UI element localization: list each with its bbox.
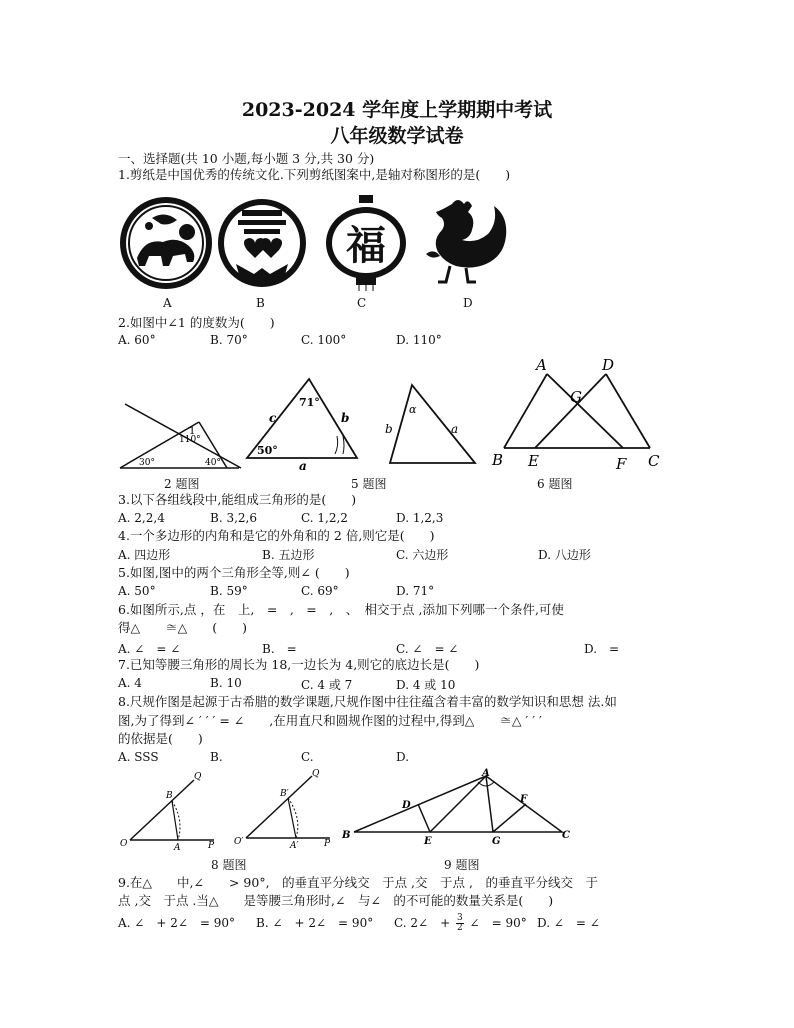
q7-text: 7.已知等腰三角形的周长为 18,一边长为 4,则它的底边长是( ) — [118, 657, 480, 672]
fig5-angle-50: 50° — [257, 444, 278, 457]
q1-label-d: D — [463, 296, 473, 310]
q8-option-d[interactable]: D. — [396, 750, 410, 764]
figure-q6 — [490, 356, 665, 471]
fig6-point-f: F — [616, 455, 627, 473]
q9-text-line1: 9.在△ 中,∠ > 90°, 的垂直平分线交 于点 ,交 于点 , 的垂直平分线交 于 — [118, 875, 598, 890]
q9-option-a[interactable]: A. ∠ + 2∠ = 90° — [118, 916, 236, 930]
fig5-side-b: b — [341, 411, 350, 425]
fig9-point-d: D — [402, 800, 411, 811]
q5-option-b[interactable]: B. 59° — [210, 584, 248, 598]
fig8b-point-a: A′ — [290, 841, 299, 851]
fu-character: 福 — [346, 222, 386, 269]
q6-text-line2: 得△ ≅△ ( ) — [118, 620, 247, 635]
fig2-angle-1: 1 — [189, 426, 196, 437]
papercut-c-image — [321, 193, 411, 291]
q6-text-line1: 6.如图所示,点 ，在 上, = , = , 、 相交于点 ,添加下列哪一个条件,可使 — [118, 602, 564, 617]
q4-option-d[interactable]: D. 八边形 — [538, 548, 591, 562]
section-heading: 一、选择题(共 10 小题,每小题 3 分,共 30 分) — [118, 151, 375, 166]
q1-text: 1.剪纸是中国优秀的传统文化.下列剪纸图案中,是轴对称图形的是( ) — [118, 167, 511, 182]
fig9-caption: 9 题图 — [444, 858, 480, 872]
q3-option-a[interactable]: A. 2,2,4 — [118, 511, 165, 525]
fig9-point-f: F — [520, 794, 528, 805]
q2-option-c[interactable]: C. 100° — [301, 333, 347, 347]
figure-q8-angle-2 — [230, 770, 340, 850]
exam-title: 2023-2024 学年度上学期期中考试 — [241, 99, 553, 121]
q9-option-c-fraction — [456, 914, 464, 933]
q9-text-line2: 点 ,交 于点 .当△ 是等腰三角形时,∠ 与∠ 的不可能的数量关系是( ) — [118, 893, 554, 908]
fig8b-point-p: P — [324, 839, 331, 849]
fig9-point-b: B — [342, 830, 351, 841]
q8-text-line1: 8.尺规作图是起源于古希腊的数学课题,尺规作图中往往蕴含着丰富的数学知识和思想 法.如 — [118, 694, 617, 709]
fig2-angle-40: 40° — [205, 458, 221, 468]
q2-option-d[interactable]: D. 110° — [396, 333, 442, 347]
q5-option-d[interactable]: D. 71° — [396, 584, 435, 598]
q5-option-a[interactable]: A. 50° — [118, 584, 156, 598]
q5-text: 5.如图,图中的两个三角形全等,则∠ ( ) — [118, 565, 350, 580]
fig6-point-e: E — [528, 452, 539, 470]
q6-option-d[interactable]: D. = — [584, 642, 620, 656]
fig8a-point-a: A — [174, 843, 181, 853]
fig9-point-a: A — [482, 768, 490, 779]
fig9-point-g: G — [492, 836, 501, 847]
q7-option-c[interactable]: C. 4 或 7 — [301, 678, 353, 692]
q3-text: 3.以下各组线段中,能组成三角形的是( ) — [118, 492, 357, 507]
q5-option-c[interactable]: C. 69° — [301, 584, 339, 598]
figure-q2 — [117, 398, 242, 473]
fig5-alpha: α — [409, 403, 417, 416]
papercut-a-image — [117, 196, 217, 291]
exam-subtitle: 八年级数学试卷 — [330, 125, 464, 147]
q3-option-c[interactable]: C. 1,2,2 — [301, 511, 348, 525]
fraction-denominator: 2 — [456, 923, 463, 933]
fig6-point-a: A — [536, 356, 547, 374]
q3-option-d[interactable]: D. 1,2,3 — [396, 511, 444, 525]
fig6-caption: 6 题图 — [537, 477, 573, 491]
fig2-angle-30: 30° — [139, 458, 155, 468]
q8-option-a[interactable]: A. SSS — [118, 750, 159, 764]
fig8a-point-q: Q — [194, 772, 202, 782]
q7-option-a[interactable]: A. 4 — [118, 676, 142, 690]
fraction-numerator: 3 — [456, 913, 463, 923]
q8-text-line2: 图,为了得到∠ ′ ′ ′ = ∠ ,在用直尺和圆规作图的过程中,得到△ ≅△ ′ ′ ′ — [118, 713, 542, 728]
q9-option-c-suffix: ∠ = 90° — [469, 916, 527, 930]
q4-text: 4.一个多边形的内角和是它的外角和的 2 倍,则它是( ) — [118, 528, 435, 543]
q2-option-a[interactable]: A. 60° — [118, 333, 156, 347]
q3-option-b[interactable]: B. 3,2,6 — [210, 511, 257, 525]
fig6-point-g: G — [570, 388, 582, 406]
q9-option-c[interactable] — [394, 914, 527, 933]
fig5b-side-a: a — [451, 422, 459, 436]
fig2-angle-110: 110° — [179, 435, 201, 445]
papercut-d-image — [422, 196, 520, 291]
fig5b-side-b: b — [385, 422, 393, 436]
fig5-angle-71: 71° — [299, 396, 320, 409]
q9-option-d[interactable]: D. ∠ = ∠ — [537, 916, 600, 930]
q8-option-c[interactable]: C. — [301, 750, 314, 764]
q1-label-a: A — [163, 296, 172, 310]
q7-option-b[interactable]: B. 10 — [210, 676, 242, 690]
fig8a-point-o: O — [120, 839, 128, 849]
fig9-point-c: C — [562, 830, 570, 841]
figure-q9 — [340, 768, 580, 850]
q8-text-line3: 的依据是( ) — [118, 731, 203, 746]
q1-label-c: C — [357, 296, 367, 310]
fig5-side-c: c — [269, 411, 277, 425]
fig5-side-a: a — [299, 459, 307, 473]
q2-text: 2.如图中∠1 的度数为( ) — [118, 315, 275, 330]
q2-option-b[interactable]: B. 70° — [210, 333, 248, 347]
q8-option-b[interactable]: B. — [210, 750, 223, 764]
q7-option-d[interactable]: D. 4 或 10 — [396, 678, 456, 692]
q6-option-b[interactable]: B. = — [262, 642, 297, 656]
figure-q8-angle-1 — [118, 770, 218, 853]
q9-option-b[interactable]: B. ∠ + 2∠ = 90° — [256, 916, 374, 930]
q4-option-a[interactable]: A. 四边形 — [118, 548, 171, 562]
q1-label-b: B — [256, 296, 265, 310]
fig2-caption: 2 题图 — [164, 477, 200, 491]
fig8b-point-o: O′ — [234, 837, 244, 847]
fig8a-point-b: B — [166, 791, 173, 801]
fig6-point-b: B — [492, 451, 504, 469]
fig9-point-e: E — [424, 836, 432, 847]
fig8b-point-b: B′ — [280, 789, 289, 799]
figure-q5-triangle-1 — [243, 376, 363, 471]
fig5-caption: 5 题图 — [351, 477, 387, 491]
figure-q5-triangle-2 — [383, 383, 478, 468]
q4-option-b[interactable]: B. 五边形 — [262, 548, 315, 562]
q9-option-c-prefix: C. 2∠ + — [394, 916, 451, 930]
fig8a-point-p: P — [208, 841, 215, 851]
papercut-b-image — [214, 196, 311, 291]
q6-option-a[interactable]: A. ∠ = ∠ — [118, 642, 181, 656]
fig6-point-d: D — [602, 356, 615, 374]
q4-option-c[interactable]: C. 六边形 — [396, 548, 449, 562]
fig8-caption: 8 题图 — [211, 858, 247, 872]
fig8b-point-q: Q — [312, 769, 320, 779]
q6-option-c[interactable]: C. ∠ = ∠ — [396, 642, 459, 656]
fig6-point-c: C — [648, 452, 660, 470]
